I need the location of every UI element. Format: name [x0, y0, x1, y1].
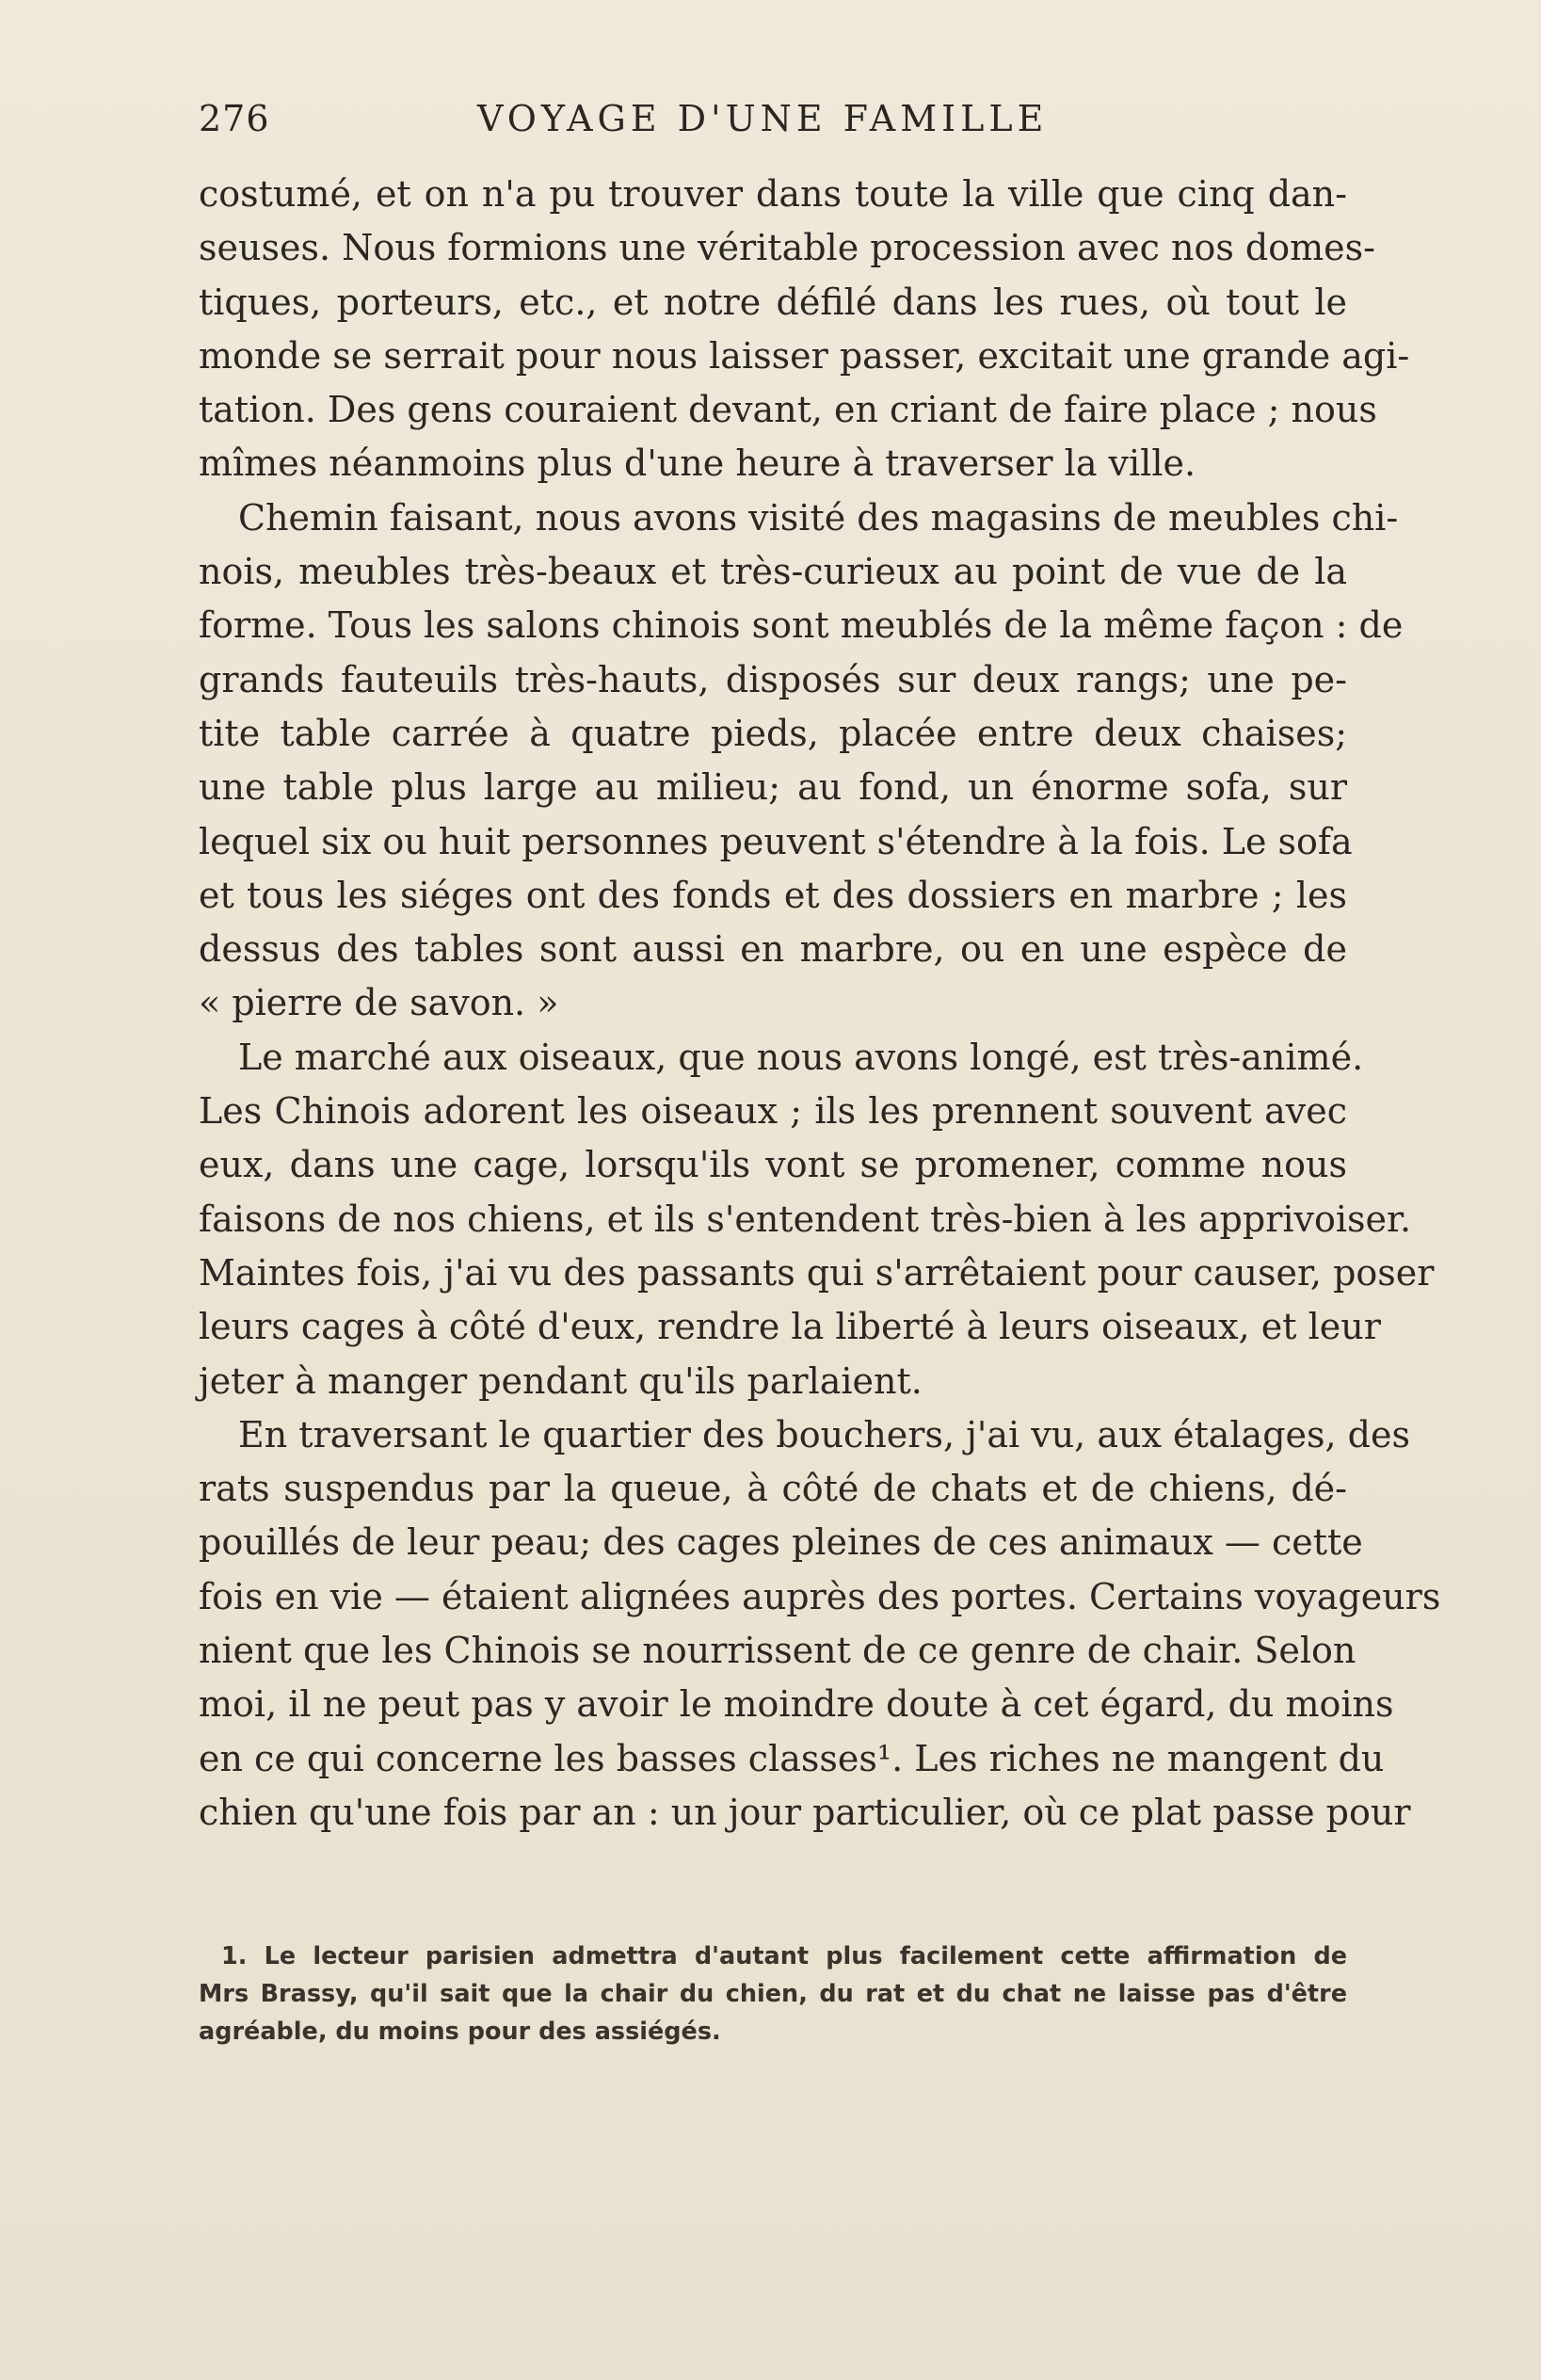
footnotes — [199, 1938, 1347, 2050]
text-line: mîmes néanmoins plus d'une heure à traverser la ville. — [199, 442, 1196, 485]
text-line: costumé, et on n'a pu trouver dans toute la ville que cinq dan- — [199, 173, 1347, 215]
text-line: rats suspendus par la queue, à côté de chats et de chiens, dé- — [199, 1468, 1347, 1510]
text-line: forme. Tous les salons chinois sont meublés de la même façon : de — [199, 604, 1404, 647]
text-line: tiques, porteurs, etc., et notre défilé dans les rues, où tout le — [199, 281, 1347, 323]
footnote-line: 1. Le lecteur parisien admettra d'autant plus facilement cette affirmation de — [221, 1942, 1347, 1970]
text-line: faisons de nos chiens, et ils s'entendent très-bien à les apprivoiser. — [199, 1198, 1412, 1240]
text-line: tite table carrée à quatre pieds, placée entre deux chaises; — [199, 712, 1347, 754]
footnote-line: agréable, du moins pour des assiégés. — [199, 2018, 721, 2046]
text-line: nient que les Chinois se nourrissent de ce genre de chair. Selon — [199, 1630, 1356, 1672]
text-line: eux, dans une cage, lorsqu'ils vont se promener, comme nous — [199, 1144, 1347, 1186]
body-text — [199, 168, 1441, 1840]
text-line: fois en vie — étaient alignées auprès des portes. Certains voyageurs — [199, 1575, 1441, 1617]
text-line: Chemin faisant, nous avons visité des magasins de meubles chi- — [238, 496, 1399, 539]
text-line: en ce qui concerne les basses classes¹. Les riches ne mangent du — [199, 1737, 1385, 1779]
text-line: pouillés de leur peau; des cages pleines de ces animaux — cette — [199, 1521, 1363, 1564]
page-number: 276 — [199, 98, 270, 139]
footnote-line: Mrs Brassy, qu'il sait que la chair du chien, du rat et du chat ne laisse pas d'être — [199, 1980, 1347, 2008]
text-line: et tous les siéges ont des fonds et des dossiers en marbre ; les — [199, 874, 1347, 916]
running-head: VOYAGE D'UNE FAMILLE — [477, 98, 1049, 139]
text-line: Le marché aux oiseaux, que nous avons longé, est très-animé. — [238, 1036, 1364, 1078]
text-line: « pierre de savon. » — [199, 982, 559, 1024]
text-line: lequel six ou huit personnes peuvent s'étendre à la fois. Le sofa — [199, 820, 1353, 862]
text-line: En traversant le quartier des bouchers, j'ai vu, aux étalages, des — [238, 1413, 1410, 1455]
text-line: moi, il ne peut pas y avoir le moindre doute à cet égard, du moins — [199, 1683, 1394, 1726]
text-line: une table plus large au milieu; au fond, un énorme sofa, sur — [199, 766, 1347, 809]
text-line: dessus des tables sont aussi en marbre, ou en une espèce de — [199, 928, 1347, 971]
text-line: Les Chinois adorent les oiseaux ; ils les prennent souvent avec — [199, 1090, 1347, 1133]
page-header — [199, 94, 1347, 151]
text-line: Maintes fois, j'ai vu des passants qui s'arrêtaient pour causer, poser — [199, 1251, 1435, 1294]
text-line: grands fauteuils très-hauts, disposés sur deux rangs; une pe- — [199, 658, 1347, 700]
text-line: nois, meubles très-beaux et très-curieux au point de vue de la — [199, 551, 1347, 593]
text-line: leurs cages à côté d'eux, rendre la liberté à leurs oiseaux, et leur — [199, 1306, 1381, 1348]
text-line: jeter à manger pendant qu'ils parlaient. — [199, 1359, 923, 1402]
text-line: seuses. Nous formions une véritable procession avec nos domes- — [199, 227, 1375, 269]
text-line: chien qu'une fois par an : un jour particulier, où ce plat passe pour — [199, 1791, 1411, 1833]
text-line: monde se serrait pour nous laisser passer, excitait une grande agi- — [199, 334, 1410, 377]
text-line: tation. Des gens couraient devant, en criant de faire place ; nous — [199, 389, 1377, 431]
